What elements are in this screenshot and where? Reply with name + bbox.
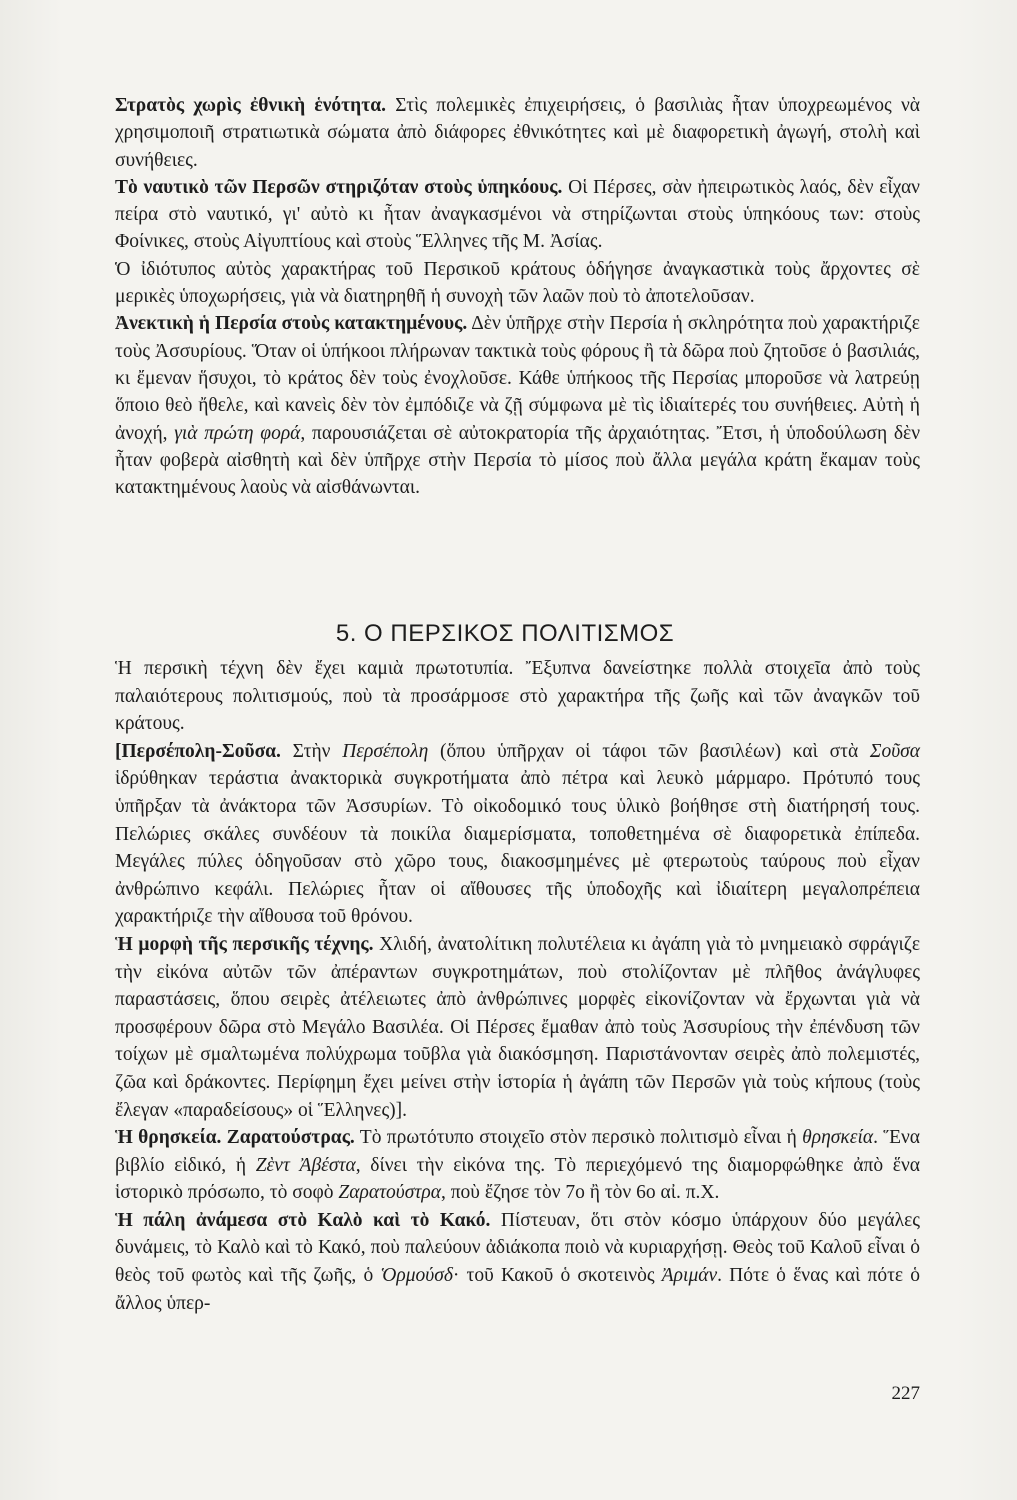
paragraph-text: Ἡ περσικὴ τέχνη δὲν ἔχει καμιὰ πρωτοτυπία. Ἔξυπνα δανείστηκε πολλὰ στοιχεῖα ἀπὸ τοὺς παλαιότερους πολιτισμούς, ποὺ τὰ προσάρμοσε στὸ χαρακτήρα τῆς ζωῆς καὶ τῶν ἀναγκῶν τοῦ κράτους. xyxy=(115,658,920,735)
paragraph-lead: Ἡ θρησκεία. Ζαρατούστρας. xyxy=(115,1127,355,1149)
paragraph-lead: Ἀνεκτικὴ ἡ Περσία στοὺς κατακτημένους. xyxy=(115,313,468,335)
paragraph-religion xyxy=(115,1124,920,1207)
paragraph-lead: Ἡ πάλη ἀνάμεσα στὸ Καλὸ καὶ τὸ Κακό. xyxy=(115,1209,491,1231)
section-text-upper xyxy=(115,92,920,501)
paragraph-text: , ποὺ ἔζησε τὸν 7ο ἢ τὸν 6ο αἰ. π.Χ. xyxy=(440,1182,720,1204)
italic-phrase: Ὁρμούσδ xyxy=(380,1265,453,1287)
paragraph-text: ἱδρύθηκαν τεράστια ἀνακτορικὰ συγκροτήματα ἀπὸ πέτρα καὶ λευκὸ μάρμαρο. Πρότυπό τους ὑπῆρξαν τὰ ἀνάκτορα τῶν Ἀσσυρίων. Τὸ οἰκοδομικό τους ὑλικὸ βοήθησε στὴ διατήρησή τους. Πελώριες σκάλες συνδέουν τὰ ποικίλα διαμερίσματα, τοποθετημένα σὲ διαφορετικὰ ἐπίπεδα. Μεγάλες πύλες ὁδηγοῦσαν στὸ χῶρο τους, διακοσμημένες μὲ φτερωτοὺς ταύρους ποὺ εἶχαν ἀνθρώπινο κεφάλι. Πελώριες ἦταν οἱ αἴθουσες τῆς ὑποδοχῆς καὶ ἰδιαίτερη μεγαλοπρέπεια χαρακτήριζε τὴν αἴθουσα τοῦ θρόνου. xyxy=(115,768,920,928)
paragraph-text: . Ἕνα βιβλίο εἰδικό, ἡ xyxy=(115,1127,920,1176)
paragraph-text: Τὸ πρωτότυπο στοιχεῖο στὸν περσικὸ πολιτισμὸ εἶναι ἡ xyxy=(354,1127,803,1149)
paragraph-text: , δίνει τὴν εἰκόνα της. Τὸ περιεχόμενό της διαμορφώθηκε ἀπὸ ἕνα ἱστορικὸ πρόσωπο, τὸ σοφὸ xyxy=(115,1154,920,1204)
italic-phrase: Περσέπολη xyxy=(342,740,429,762)
italic-phrase: Σοῦσα xyxy=(869,740,920,762)
section-text-lower xyxy=(115,655,920,1317)
italic-phrase: Ζὲντ Ἀβέστα xyxy=(255,1154,356,1176)
paragraph-text: . Πότε ὁ ἕνας καὶ πότε ὁ ἄλλος ὑπερ- xyxy=(115,1265,920,1314)
page-number: 227 xyxy=(891,1383,920,1404)
paragraph-state-character xyxy=(115,256,920,311)
paragraph-art-intro xyxy=(115,655,920,738)
paragraph-army xyxy=(115,92,920,174)
paragraph-text: · τοῦ Κακοῦ ὁ σκοτεινὸς xyxy=(452,1265,662,1287)
paragraph-lead: Τὸ ναυτικὸ τῶν Περσῶν στηριζόταν στοὺς ὑπηκόους. xyxy=(115,176,563,198)
paragraph-good-evil xyxy=(115,1207,920,1317)
paragraph-text: Στὶς πολεμικὲς ἐπιχειρήσεις, ὁ βασιλιὰς ἦταν ὑποχρεωμένος νὰ χρησιμοποιῆ στρατιωτικὰ σώματα ἀπὸ διάφορες ἐθνικότητες καὶ μὲ διαφορετικὴ ἀγωγή, στολὴ καὶ συνήθειες. xyxy=(115,95,921,171)
italic-phrase: θρησκεία xyxy=(802,1127,874,1149)
paragraph-text: Δὲν ὑπῆρχε στὴν Περσία ἡ σκληρότητα ποὺ χαρακτήριζε τοὺς Ἀσσυρίους. Ὅταν οἱ ὑπήκοοι πλήρωναν τακτικὰ τοὺς φόρους ἢ τὰ δῶρα ποὺ ζητοῦσε ὁ βασιλιάς, κι ἔμεναν ἥσυχοι, τὸ κράτος δὲν τοὺς ἐνοχλοῦσε. Κάθε ὑπήκοος τῆς Περσίας μποροῦσε νὰ λατρεύῃ ὅποιο θεὸ ἤθελε, καὶ κανεὶς δὲν τὸν ἐμπόδιζε νὰ ζῇ σύμφωνα μὲ τὶς ἰδιαίτερές του συνήθειες. Αὐτὴ ἡ ἀνοχή, xyxy=(115,313,920,444)
paragraph-text: Πίστευαν, ὅτι στὸν κόσμο ὑπάρχουν δύο μεγάλες δυνάμεις, τὸ Καλὸ καὶ τὸ Κακό, ποὺ παλεύουν ἀδιάκοπα ποιὸ νὰ κυριαρχήσῃ. Θεὸς τοῦ Καλοῦ εἶναι ὁ θεὸς τοῦ φωτὸς καὶ τῆς ζωῆς, ὁ xyxy=(115,1209,920,1287)
chapter-heading: 5. Ο ΠΕΡΣΙΚΟΣ ΠΟΛΙΤΙΣΜΟΣ xyxy=(335,620,675,647)
paragraph-lead: Ἡ μορφὴ τῆς περσικῆς τέχνης. xyxy=(115,933,374,955)
paragraph-text: , παρουσιάζεται σὲ αὐτοκρατορία τῆς ἀρχαιότητας. Ἔτσι, ἡ ὑποδούλωση δὲν ἦταν φοβερὰ αἰσθητὴ καὶ δὲν ὑπῆρχε στὴν Περσία τὸ μίσος ποὺ ἄλλα μεγάλα κράτη ἔκαμαν τοὺς κατακτημένους λαοὺς νὰ αἰσθάνωνται. xyxy=(115,422,921,499)
paragraph-tolerance xyxy=(115,310,920,501)
paragraph-text: Οἱ Πέρσες, σὰν ἠπειρωτικὸς λαός, δὲν εἶχαν πείρα στὸ ναυτικό, γι' αὐτὸ κι ἦταν ἀναγκασμένοι νὰ στηρίζωνται στοὺς ὑπηκόους των: στοὺς Φοίνικες, στοὺς Αἰγυπτίους καὶ στοὺς Ἕλληνες τῆς Μ. Ἀσίας. xyxy=(115,176,920,253)
italic-phrase: Ζαρατούστρα xyxy=(338,1182,441,1204)
italic-phrase: γιὰ πρώτη φορά xyxy=(174,422,301,444)
paragraph-lead: [Περσέπολη-Σοῦσα. xyxy=(115,740,281,762)
paragraph-art-form xyxy=(115,931,920,1124)
paragraph-text: Χλιδή, ἀνατολίτικη πολυτέλεια κι ἀγάπη γιὰ τὸ μνημειακὸ σφράγιζε τὴν εἰκόνα αὐτῶν τῶν ἀπέραντων συγκροτημάτων, ποὺ στολίζονταν μὲ πλῆθος ἀνάγλυφες παραστάσεις, ὅπου σειρὲς ἀτέλειωτες ἀπὸ ἀνθρώπινες μορφὲς εἰκονίζονταν νὰ ἔρχωνται γιὰ νὰ προσφέρουν δῶρα στὸ Μεγάλο Βασιλέα. Οἱ Πέρσες ἔμαθαν ἀπὸ τοὺς Ἀσσυρίους τὴν ἐπένδυση τῶν τοίχων μὲ σμαλτωμένα πολύχρωμα τοῦβλα γιὰ διακόσμηση. Παριστάνονταν σειρὲς ἀπὸ πολεμιστές, ζῶα καὶ δράκοντες. Περίφημη ἔχει μείνει στὴν ἱστορία ἡ ἀγάπη τῶν Περσῶν γιὰ τοὺς κήπους (τοὺς ἔλεγαν «παραδείσους» οἱ Ἕλληνες)]. xyxy=(115,933,921,1121)
paragraph-lead: Στρατὸς χωρὶς ἐθνικὴ ἑνότητα. xyxy=(115,95,386,116)
paragraph-persepolis xyxy=(115,738,920,931)
paragraph-navy xyxy=(115,174,920,256)
paragraph-text: Ὁ ἰδιότυπος αὐτὸς χαρακτήρας τοῦ Περσικοῦ κράτους ὁδήγησε ἀναγκαστικὰ τοὺς ἄρχοντες σὲ μερικὲς ὑποχωρήσεις, γιὰ νὰ διατηρηθῆ ἡ συνοχὴ τῶν λαῶν ποὺ τὸ ἀποτελοῦσαν. xyxy=(115,258,920,308)
italic-phrase: Ἀριμάν xyxy=(661,1265,718,1287)
paragraph-text: Στὴν xyxy=(280,740,343,762)
paragraph-text: (ὅπου ὑπῆρχαν οἱ τάφοι τῶν βασιλέων) καὶ στὰ xyxy=(428,740,870,762)
